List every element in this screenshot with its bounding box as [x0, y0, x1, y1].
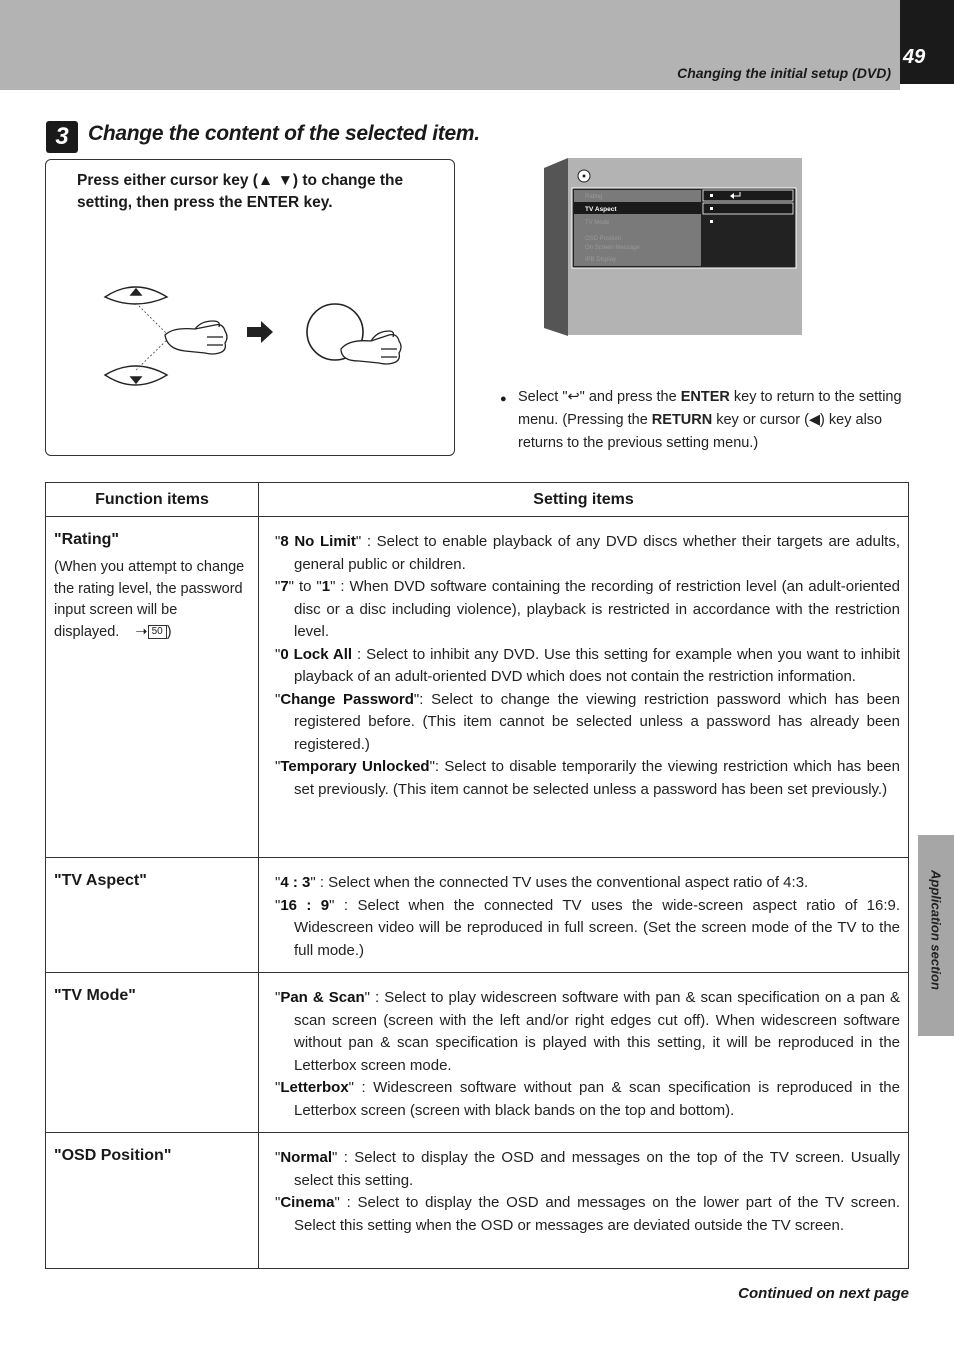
setting-item: "7" to "1" : When DVD software containing the recording of restriction level (an adult-oriented disc or a disc including violence), playback is restricted in accordance with the restriction level. — [275, 578, 901, 640]
function-items-header: Function items — [46, 483, 259, 517]
page-number: 49 — [903, 46, 926, 68]
setting-item: "8 No Limit" : Select to enable playback of any DVD discs whether their targets are adults, general public or children. — [275, 533, 900, 573]
function-name: "Rating" — [54, 531, 119, 548]
cursor-key-illustration — [95, 275, 415, 405]
setting-item: "Temporary Unlocked": Select to disable temporarily the viewing restriction which has been set previously. (This item cannot be selected unless a password has been set previously.) — [275, 758, 900, 798]
function-name: "OSD Position" — [54, 1147, 172, 1164]
pressing-hand-icon — [165, 321, 227, 354]
page-number-box — [900, 0, 954, 84]
function-description: (When you attempt to change the rating level, the password input screen will be displayed. ➝ 50 ) — [54, 559, 245, 640]
continued-footer: Continued on next page — [738, 1285, 909, 1302]
setting-item: "0 Lock All : Select to inhibit any DVD. Use this setting for example when you want to inhibit playback of an adult-oriented DVD which does not contain the restriction information. — [275, 645, 900, 685]
setting-items-header: Setting items — [259, 483, 909, 517]
arrow-right-icon — [247, 321, 273, 343]
setting-item: "16 : 9" : Select when the connected TV uses the wide-screen aspect ratio of 16:9. Widescreen video will be reproduced in full screen. (Set the screen mode of the TV to the full mode.) — [275, 896, 901, 959]
setting-item: "Change Password": Select to change the viewing restriction password which has been registered before. (This item cannot be selected unless a password has already been registered.) — [275, 690, 900, 753]
step-title: Change the content of the selected item. — [88, 122, 480, 145]
menu-item-osd-position: OSD Position — [585, 236, 622, 242]
menu-item-ipb-display: IPB Display — [585, 257, 617, 263]
pointer-line-up — [136, 303, 170, 337]
menu-item-rating: Rating — [585, 194, 603, 200]
disc-icon — [578, 170, 590, 182]
function-name: "TV Aspect" — [54, 872, 147, 889]
page-reference: 50 — [148, 625, 167, 639]
setting-item: "Cinema" : Select to display the OSD and messages on the lower part of the TV screen. Select this setting when the OSD or messages are deviated outside the TV screen. — [275, 1194, 900, 1234]
cursor-up-key-icon — [105, 287, 167, 304]
section-title: Changing the initial setup (DVD) — [677, 65, 891, 81]
setting-item: "Letterbox" : Widescreen software without pan & scan specification is reproduced in the Letterbox screen (screen with black bands on the top and bottom). — [275, 1079, 900, 1119]
setting-item: "Pan & Scan" : Select to play widescreen software with pan & scan specification on a pan & scan screen (screen with the left and/or right edges cut off). When widescreen software without pan & scan specification is played with this setting, it will be reproduced in the Letterbox screen mode. — [275, 989, 900, 1074]
pointer-line-down — [136, 337, 170, 370]
table-row-tv-aspect — [46, 858, 909, 973]
bullet-icon: ● — [500, 393, 507, 405]
table-row-rating — [46, 517, 909, 858]
side-tab-label: Application section — [928, 870, 944, 990]
function-table — [45, 482, 909, 1269]
setting-item: "4 : 3" : Select when the connected TV uses the conventional aspect ratio of 4:3. — [275, 874, 809, 891]
function-name: "TV Mode" — [54, 987, 136, 1004]
return-symbol-icon: ↩ — [567, 389, 580, 405]
table-row-osd-position — [46, 1133, 909, 1269]
instruction-text: Press either cursor key (▲ ▼) to change the setting, then press the ENTER key. — [77, 172, 404, 211]
menu-item-tv-aspect: TV Aspect — [585, 206, 617, 213]
cursor-down-key-icon — [105, 366, 167, 385]
note-text: Select "↩" and press the ENTER key to return to the setting menu. (Pressing the RETURN key or cursor (◀) key also returns to the previous setting menu.) — [518, 389, 902, 451]
menu-item-tv-mode: TV Mode — [585, 220, 610, 226]
page-ref-icon: ➝ — [135, 623, 148, 640]
setup-menu-screen — [544, 158, 804, 343]
menu-item-on-screen-message: On Screen Message — [585, 245, 640, 251]
step-number-badge: 3 — [46, 121, 78, 153]
table-row-tv-mode — [46, 973, 909, 1133]
setting-item: "Normal" : Select to display the OSD and messages on the top of the TV screen. Usually select this setting. — [275, 1149, 900, 1189]
